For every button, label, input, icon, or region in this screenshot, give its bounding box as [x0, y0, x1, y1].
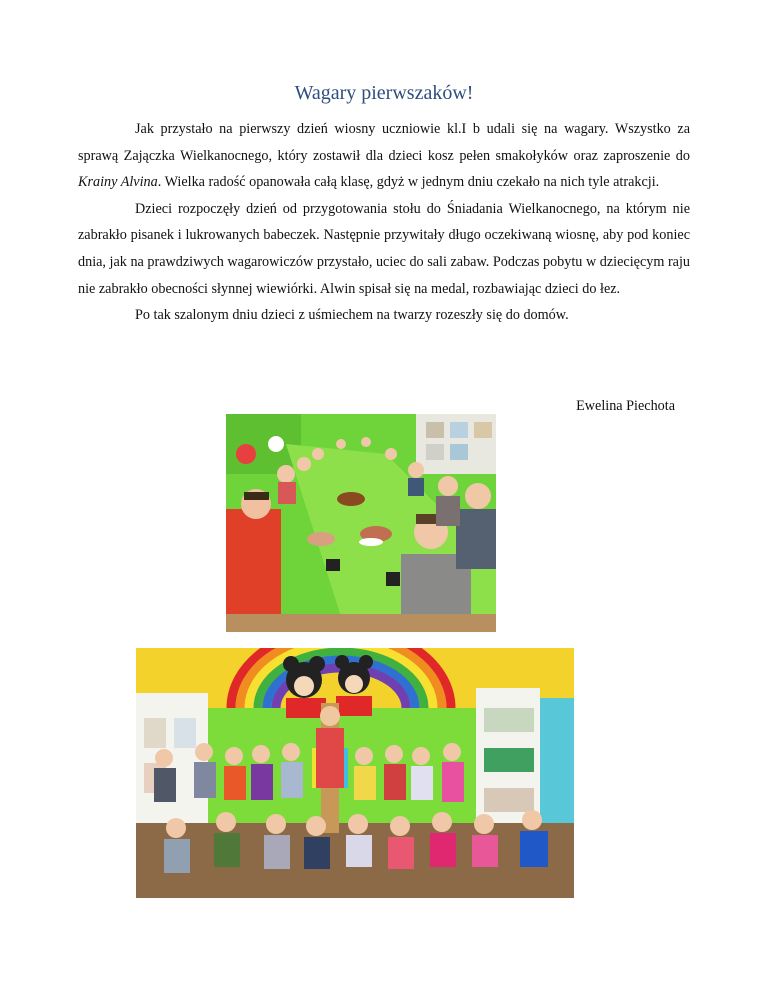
photo-group-class	[136, 648, 574, 898]
author-signature: Ewelina Piechota	[576, 398, 675, 414]
paragraph-3: Po tak szalonym dniu dzieci z uśmiechem na twarzy rozeszły się do domów.	[135, 307, 569, 324]
paragraph-1-text-end: . Wielka radość opanowała całą klasę, gdyż w jednym dniu czekało na nich tyle atrakcji.	[157, 174, 660, 191]
paragraph-1	[78, 116, 690, 196]
paragraph-2: Dzieci rozpoczęły dzień od przygotowania stołu do Śniadania Wielkanocnego, na którym nie zabrakło pisanek i lukrowanych babeczek. Następnie przywitały długo oczekiwaną wiosnę, aby pod koniec dnia, jak na prawdziwych wagarowiczów przystało, uciec do sali zabaw. Podczas pobytu w dziecięcym raju nie zabrakło obecności słynnej wiewiórki. Alwin spisał się na medal, rozbawiając dzieci do łez.	[78, 200, 690, 297]
document-title: Wagary pierwszaków!	[294, 82, 474, 104]
photo-breakfast-table	[226, 414, 496, 632]
paragraph-1-text: Jak przystało na pierwszy dzień wiosny uczniowie kl.I b udali się na wagary. Wszystko za sprawą Zajączka Wielkanocnego, który zostawił dla dzieci kosz pełen smakołyków oraz zaproszenie do	[78, 121, 690, 164]
paragraph-1-emphasis: Krainy Alvina	[78, 174, 158, 191]
article-body	[78, 116, 690, 329]
